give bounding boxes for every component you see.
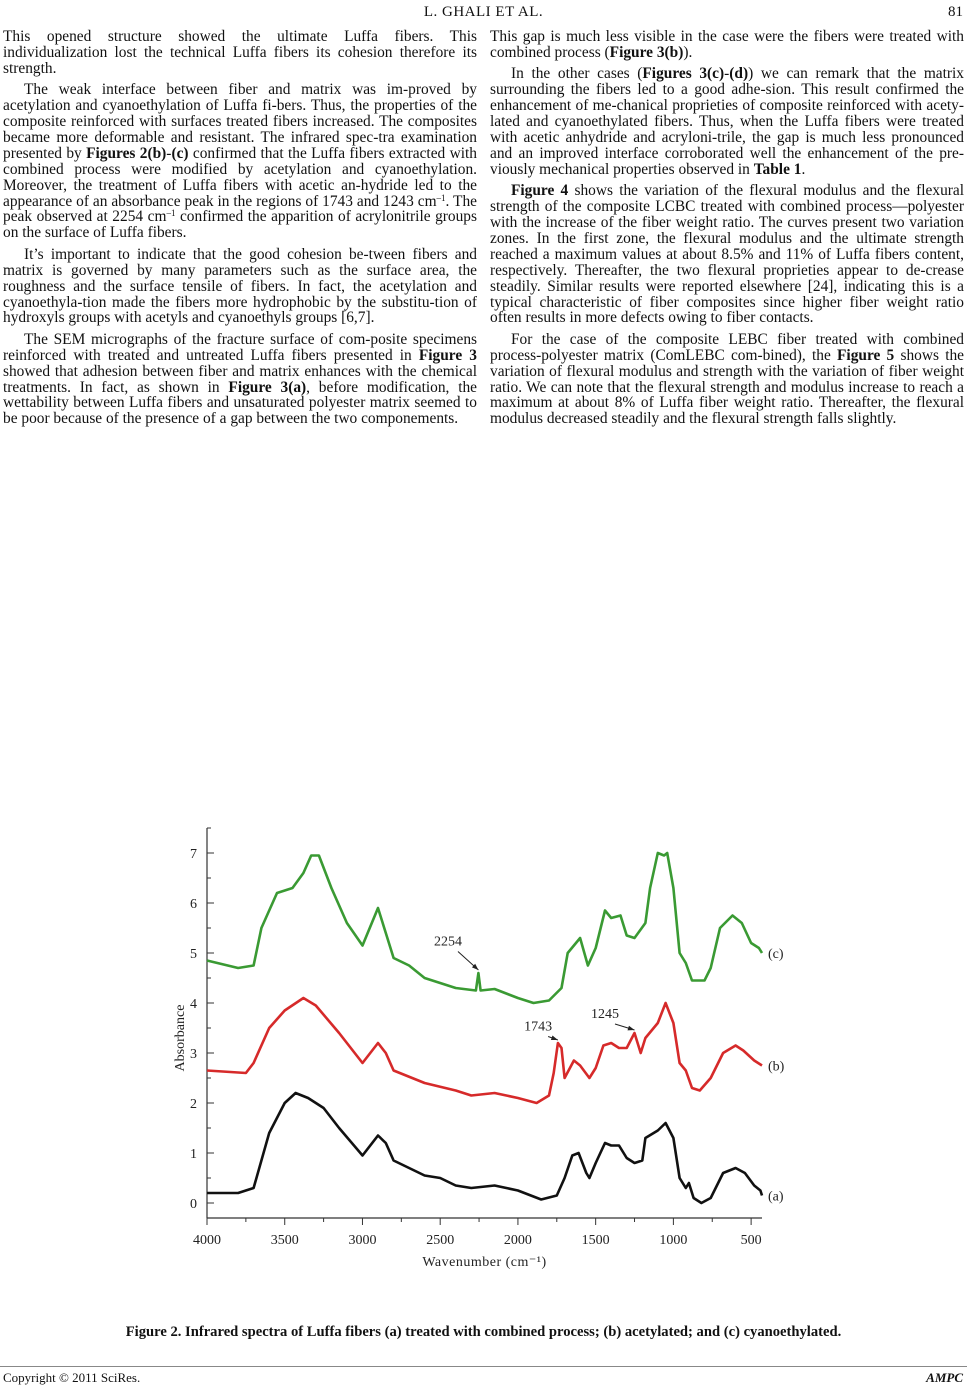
y-tick-label: 0 (190, 1197, 197, 1212)
running-title: L. GHALI ET AL. (423, 4, 544, 20)
ir-spectra-chart (160, 822, 800, 1292)
text-run: In the other cases ( (511, 65, 643, 83)
text-run: , before modification, the wettability between Luffa fibers and unsaturated polyester matrix seemed to be poor because of the presence of a gap between the two componements. (3, 378, 477, 428)
x-tick-label: 500 (740, 1233, 762, 1248)
text-run: This opened structure showed the ultimate Luffa fibers. This individualization lost the technical Luffa fibers its cohesion therefore its strength. (3, 28, 477, 77)
series-line-2 (207, 853, 762, 1003)
peak-annotation: 1245 (590, 1007, 619, 1022)
y-tick-label: 5 (190, 947, 197, 962)
journal-name: AMPC (926, 1370, 963, 1385)
x-tick-label: 2000 (503, 1233, 532, 1248)
text-run: It’s important to indicate that the good cohesion be-tween fibers and matrix is governed by many parameters such as the surface area, the roughness and the surface tensile of fibers. In fact, the acetylation and cyanoethyla-tion made the fibers more hydrophobic by the substitu-tion of hydroxyls groups with acetyls and cyanoethyls groups [6,7]. (3, 245, 477, 327)
bold-reference: Figure 3 (418, 346, 478, 364)
paragraph (3, 247, 477, 327)
text-run: showed that adhesion between fiber and matrix enhances with the chemical treatments. In fact, as shown in (3, 362, 477, 396)
paragraph (3, 332, 477, 427)
bold-reference: Figure 3(b) (609, 43, 684, 61)
text-run: . (801, 160, 806, 178)
x-tick-label: 4000 (193, 1233, 221, 1248)
series-label: (b) (768, 1059, 785, 1075)
paragraph (490, 183, 964, 326)
text-run: confirmed that the Luffa fibers extracted with combined process were modified by acetylation and cyanoethylation. Moreover, the treatment of Luffa fibers with acetic an-hydride led to the appearance of an absorbance peak in the regions of 1743 and 1243 cm (3, 144, 477, 210)
bold-reference: Figure 4 (511, 182, 569, 200)
bold-reference: Figures 2(b) (86, 144, 167, 162)
y-tick-label: 7 (190, 847, 197, 862)
y-tick-label: 6 (190, 897, 197, 912)
paragraph (490, 29, 964, 61)
series-label: (c) (768, 947, 784, 962)
series-line-1 (207, 998, 762, 1103)
peak-annotation: 2254 (433, 934, 462, 950)
text-run: The weak interface between fiber and matrix was im-proved by acetylation and cyanoethylation of Luffa fi-bers. Thus, the properties of the composite reinforced with surfaces treated fibers increased. The composites became more deformable and resistant. The infrared spec-tra examination presented by (3, 81, 477, 162)
right-column (490, 29, 964, 433)
left-column (3, 29, 477, 433)
text-run: The SEM micrographs of the fracture surface of com-posite specimens reinforced with treated and untreated Luffa fibers presented in (3, 330, 477, 364)
bold-reference: (d) (729, 65, 749, 83)
bold-reference: Table 1 (753, 160, 802, 178)
y-axis-label: Absorbance (173, 1004, 188, 1072)
bold-reference: (c) (171, 144, 189, 162)
superscript: –1 (436, 192, 446, 203)
x-tick-label: 1000 (659, 1233, 688, 1248)
page-header (0, 2, 967, 22)
bold-reference: Figure 3(a) (228, 378, 307, 396)
figure-caption: Figure 2. Infrared spectra of Luffa fibers (a) treated with combined process; (b) acetylated; and (c) cyanoethylated. (125, 1324, 842, 1340)
bold-reference: Figure 5 (837, 346, 895, 364)
paragraph (3, 82, 477, 241)
page-number: 81 (948, 4, 963, 20)
footer-rule (0, 1366, 967, 1367)
text-run: . The peak observed at 2254 cm (3, 192, 477, 226)
text-run: For the case of the composite LEBC fiber treated with combined process-polyester matrix (ComLEBC com-bined), the (490, 330, 964, 364)
text-run: ). (683, 43, 693, 61)
copyright: Copyright © 2011 SciRes. (3, 1370, 141, 1385)
bold-reference: Figures 3(c) (642, 65, 725, 83)
x-tick-label: 3000 (348, 1233, 377, 1248)
paragraph (3, 29, 477, 77)
text-run: shows the variation of the flexural modulus and the flexural strength of the composite LCBC treated with combined process—polyester with the increase of the fiber weight ratio. The curves present two variation zones. In the first zone, the flexural modulus and the ultimate strength reached a maximum values at about 8.5% and 11% of Luffa fibers content, respectively. Thereafter, the two flexural proprieties appear to de-crease steadily. Similar results were reported elsewhere [24], indicating this is a typical characteristic of fiber composites since higher fiber weight ratio often results in more defects owing to fiber contacts. (490, 182, 964, 327)
peak-annotation: 1743 (524, 1019, 553, 1035)
x-tick-label: 1500 (581, 1233, 610, 1248)
series-line-0 (207, 1093, 762, 1203)
text-run: This gap is much less visible in the case were the fibers were treated with combined process ( (490, 28, 964, 61)
y-tick-label: 4 (190, 997, 197, 1012)
text-run: shows the variation of flexural modulus and strength with the variation of fiber weight ratio. We can note that the flexural strength and modulus increase to reach a maximum at about 8% of Luffa fiber weight ratio. Thereafter, the flexural modulus decreased steadily and the flexural strength falls slightly. (490, 346, 965, 428)
text-run: ) we can remark that the matrix surrounding the fibers led to a good adhe-sion. This result confirmed the enhancement of me-chanical proprieties of composite reinforced with acety-lated and cyanoethylated fibers. Thus, when the Luffa fibers were treated with acetic anhydride and acryloni-trile, the gap is much less pronounced and an improved interface corroborated well the enhancement of the pre-viously mechanical properties observed in (490, 65, 964, 178)
x-axis-label: Wavenumber (cm⁻¹) (422, 1255, 547, 1270)
y-tick-label: 2 (190, 1097, 197, 1112)
text-run: - (166, 144, 172, 162)
x-tick-label: 2500 (426, 1233, 455, 1248)
arrowhead-icon (628, 1026, 635, 1031)
paragraph (490, 66, 964, 177)
text-run: - (724, 65, 730, 83)
superscript: –1 (166, 208, 176, 219)
y-tick-label: 1 (190, 1147, 197, 1162)
arrowhead-icon (551, 1036, 558, 1041)
series-label: (a) (768, 1189, 784, 1205)
paragraph (490, 332, 964, 427)
text-run: confirmed the apparition of acrylonitrile groups on the surface of Luffa fibers. (3, 208, 477, 242)
y-tick-label: 3 (190, 1047, 197, 1062)
x-tick-label: 3500 (270, 1233, 299, 1248)
